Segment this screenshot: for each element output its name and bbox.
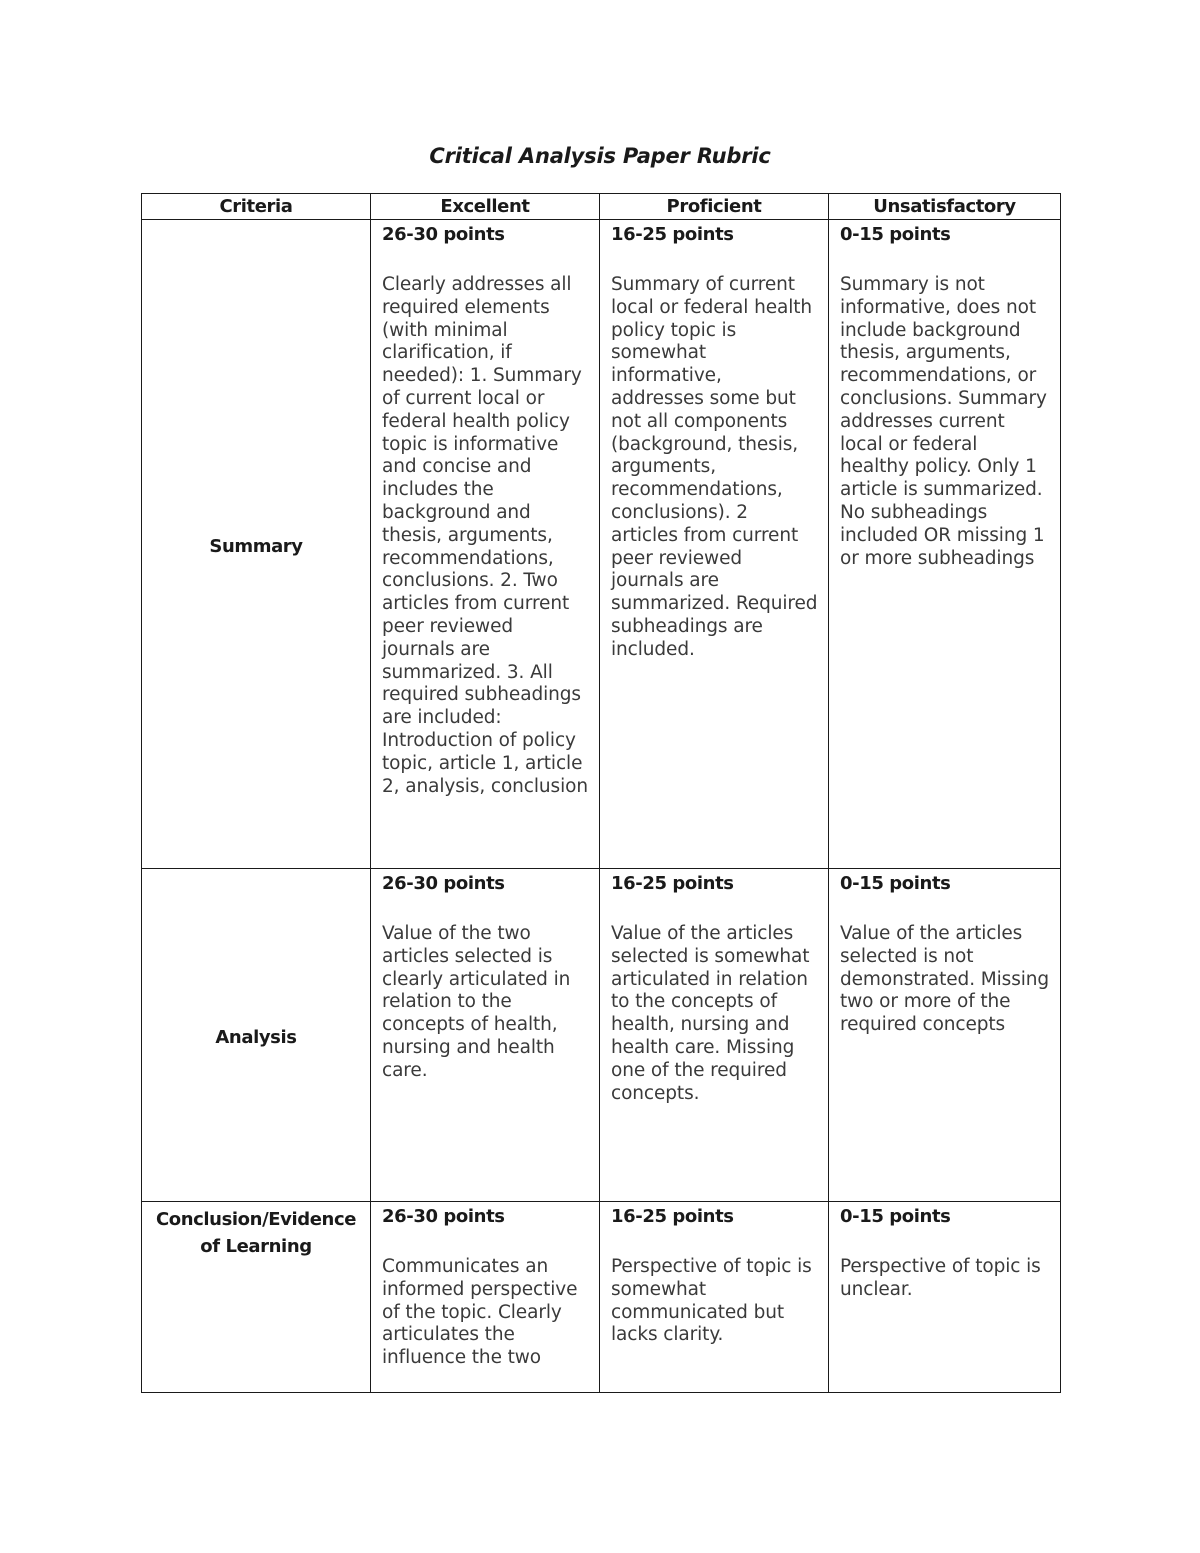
unsatisfactory-cell bbox=[829, 220, 1061, 869]
points-range: 16-25 points bbox=[611, 1206, 734, 1227]
header-excellent: Excellent bbox=[371, 194, 600, 220]
points-range: 0-15 points bbox=[840, 873, 951, 894]
points-range: 16-25 points bbox=[611, 224, 734, 245]
points-range: 26-30 points bbox=[382, 873, 505, 894]
criteria-description: Perspective of topic is unclear. bbox=[840, 1256, 1041, 1300]
rubric-table bbox=[141, 193, 1061, 1393]
criteria-label: Summary bbox=[209, 535, 303, 557]
criteria-label: Conclusion/Evidence of Learning bbox=[155, 1209, 357, 1257]
excellent-cell bbox=[371, 869, 600, 1202]
excellent-cell bbox=[371, 1202, 600, 1393]
criteria-cell bbox=[142, 869, 371, 1202]
table-row bbox=[142, 869, 1061, 1202]
points-range: 0-15 points bbox=[840, 1206, 951, 1227]
criteria-description: Summary of current local or federal health policy topic is somewhat informative, addresses some but not all components (background, thesis, arguments, recommendations, conclusions). 2 articles from current peer reviewed journals are summarized. Required subheadings are included. bbox=[611, 274, 818, 660]
table-row bbox=[142, 220, 1061, 869]
criteria-cell bbox=[142, 1202, 371, 1393]
header-row bbox=[142, 194, 1061, 220]
points-range: 16-25 points bbox=[611, 873, 734, 894]
excellent-cell bbox=[371, 220, 600, 869]
header-proficient: Proficient bbox=[600, 194, 829, 220]
criteria-description: Value of the two articles selected is clearly articulated in relation to the concepts of health, nursing and health care. bbox=[382, 923, 571, 1081]
criteria-description: Summary is not informative, does not include background thesis, arguments, recommendations, or conclusions. Summary addresses current local or federal healthy policy. Only 1 article is summarized. No subheadings included OR missing 1 or more subheadings bbox=[840, 274, 1047, 569]
points-range: 26-30 points bbox=[382, 224, 505, 245]
proficient-cell bbox=[600, 220, 829, 869]
criteria-description: Value of the articles selected is not demonstrated. Missing two or more of the required concepts bbox=[840, 923, 1050, 1036]
criteria-description: Perspective of topic is somewhat communicated but lacks clarity. bbox=[611, 1256, 812, 1346]
proficient-cell bbox=[600, 869, 829, 1202]
points-range: 26-30 points bbox=[382, 1206, 505, 1227]
points-range: 0-15 points bbox=[840, 224, 951, 245]
proficient-cell bbox=[600, 1202, 829, 1393]
criteria-cell bbox=[142, 220, 371, 869]
header-unsatisfactory: Unsatisfactory bbox=[829, 194, 1061, 220]
criteria-description: Value of the articles selected is somewhat articulated in relation to the concepts of health, nursing and health care. Missing one of the required concepts. bbox=[611, 923, 810, 1104]
criteria-label: Analysis bbox=[215, 1026, 297, 1048]
document-title: Critical Analysis Paper Rubric bbox=[429, 144, 771, 168]
table-row bbox=[142, 1202, 1061, 1393]
criteria-description: Communicates an informed perspective of the topic. Clearly articulates the influence the two bbox=[382, 1256, 578, 1369]
header-criteria: Criteria bbox=[142, 194, 371, 220]
criteria-description: Clearly addresses all required elements (with minimal clarification, if needed): 1. Summary of current local or federal health policy topic is informative and concise and includes the background and thesis, arguments, recommendations, conclusions. 2. Two articles from current peer reviewed journals are summarized. 3. All required subheadings are included: Introduction of policy topic, article 1, article 2, analysis, conclusion bbox=[382, 274, 588, 797]
unsatisfactory-cell bbox=[829, 1202, 1061, 1393]
unsatisfactory-cell bbox=[829, 869, 1061, 1202]
